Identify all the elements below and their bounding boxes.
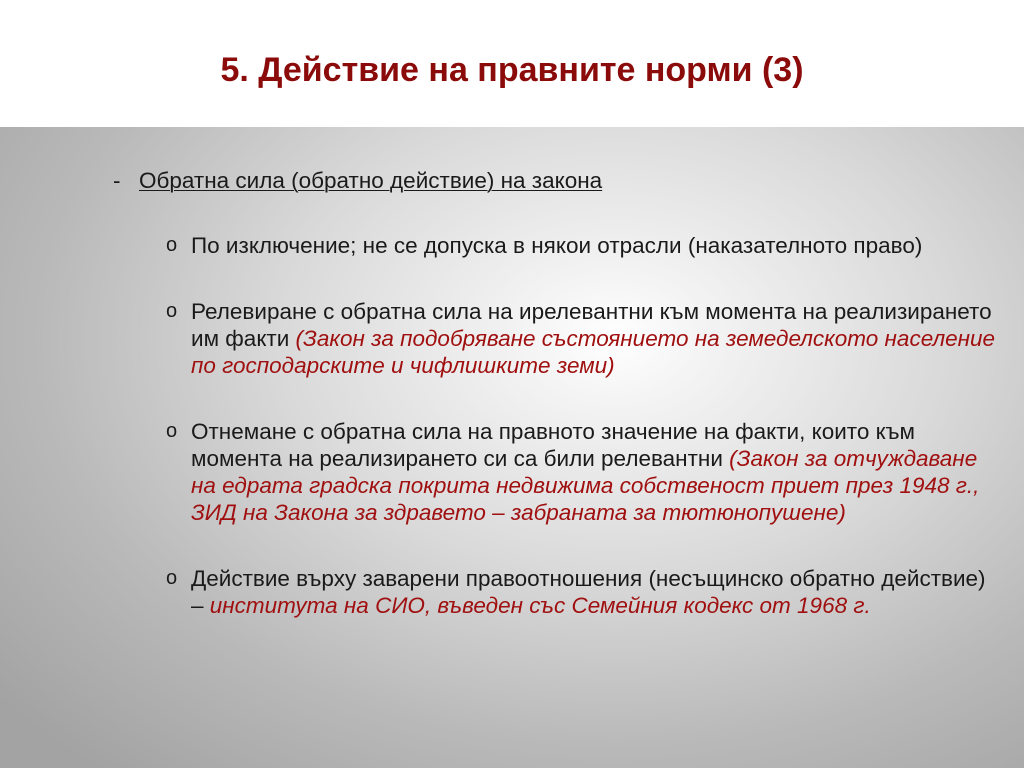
- sub-bullet-3: [0, 418, 1024, 526]
- text-line: [191, 499, 1024, 526]
- slide-title: 5. Действие на правните норми (3): [220, 51, 804, 89]
- plain-text: Действие върху заварени правоотношения (несъщинско обратно действие): [191, 566, 986, 591]
- plain-text: им факти: [191, 326, 296, 351]
- text-line: [191, 232, 1024, 259]
- sub-bullet-4-text: [0, 565, 1024, 619]
- law-citation-text: (Закон за отчуждаване: [729, 446, 978, 471]
- law-citation-text: по господарските и чифлишките земи): [191, 353, 615, 378]
- text-line: [191, 592, 1024, 619]
- bullet-list: [0, 167, 1024, 658]
- law-citation-text: института на СИО, въведен със Семейния кодекс от 1968 г.: [209, 593, 871, 618]
- plain-text: По изключение; не се допуска в някои отрасли (наказателното право): [191, 233, 923, 258]
- slide-body: [0, 127, 1024, 768]
- text-line: [191, 325, 1024, 352]
- circle-bullet-marker: o: [166, 420, 178, 442]
- sub-bullet-1-text: [0, 232, 1024, 259]
- sub-bullet-1: [0, 232, 1024, 259]
- sub-bullet-2-text: [0, 298, 1024, 379]
- law-citation-text: (Закон за подобряване състоянието на земеделското население: [295, 326, 996, 351]
- text-line: [191, 298, 1024, 325]
- sub-bullet-2: [0, 298, 1024, 379]
- text-line: [191, 472, 1024, 499]
- plain-text: момента на реализирането си са били релевантни: [191, 446, 730, 471]
- text-line: [191, 418, 1024, 445]
- text-line: [191, 445, 1024, 472]
- text-line: [191, 565, 1024, 592]
- circle-bullet-marker: o: [166, 567, 178, 589]
- plain-text: –: [191, 593, 210, 618]
- main-bullet-line: [0, 167, 1024, 194]
- circle-bullet-marker: o: [166, 300, 178, 322]
- plain-text: Релевиране с обратна сила на ирелевантни към момента на реализирането: [191, 299, 992, 324]
- plain-text: Отнемане с обратна сила на правното значение на факти, които към: [191, 419, 915, 444]
- text-line: [191, 352, 1024, 379]
- law-citation-text: ЗИД на Закона за здравето – забраната за тютюнопушене): [191, 500, 846, 525]
- title-band: [0, 0, 1024, 127]
- main-bullet: [0, 167, 1024, 194]
- circle-bullet-marker: o: [166, 234, 178, 256]
- main-bullet-text: Обратна сила (обратно действие) на закона: [139, 168, 603, 193]
- sub-bullet-4: [0, 565, 1024, 619]
- law-citation-text: на едрата градска покрита недвижима собственост приет през 1948 г.,: [191, 473, 980, 498]
- dash-bullet-marker: -: [113, 168, 121, 193]
- sub-bullet-3-text: [0, 418, 1024, 526]
